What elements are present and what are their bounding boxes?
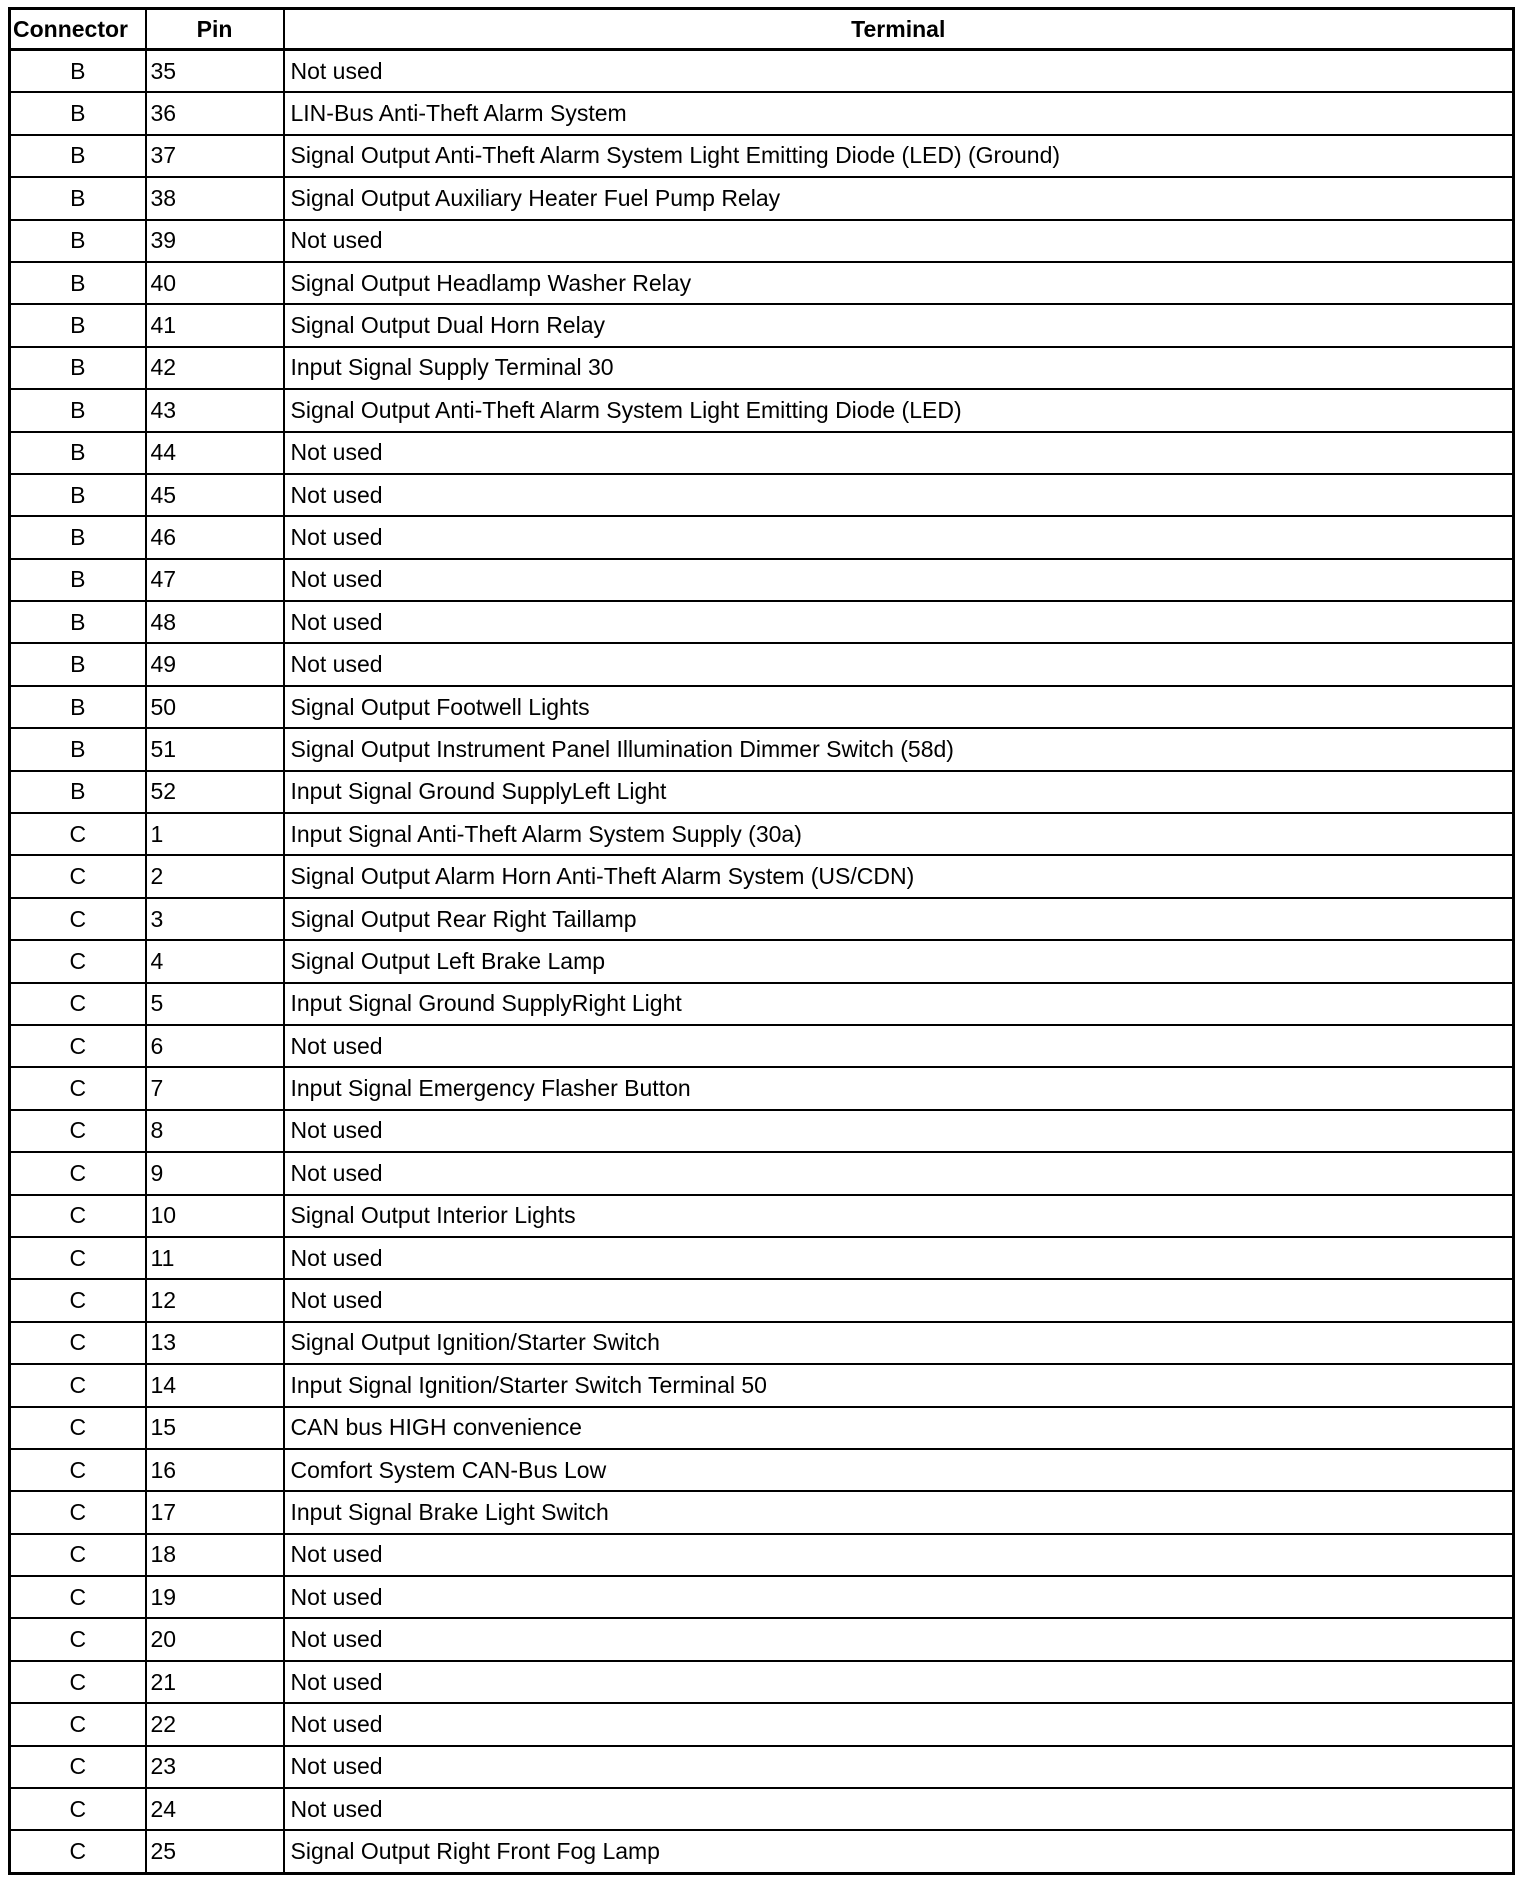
connector-cell: C [10, 855, 146, 897]
connector-cell: C [10, 813, 146, 855]
terminal-cell: Input Signal Anti-Theft Alarm System Supply (30a) [284, 813, 1514, 855]
terminal-cell: Not used [284, 516, 1514, 558]
terminal-cell: Signal Output Instrument Panel Illumination Dimmer Switch (58d) [284, 728, 1514, 770]
table-row [10, 1449, 1514, 1491]
connector-cell: C [10, 1788, 146, 1830]
header-row [10, 9, 1514, 50]
terminal-cell: Not used [284, 432, 1514, 474]
terminal-cell: Not used [284, 1661, 1514, 1703]
terminal-cell: Signal Output Dual Horn Relay [284, 304, 1514, 346]
terminal-cell: Not used [284, 1746, 1514, 1788]
connector-cell: B [10, 92, 146, 134]
pin-cell: 15 [146, 1407, 284, 1449]
pin-cell: 18 [146, 1534, 284, 1576]
connector-cell: C [10, 1025, 146, 1067]
terminal-cell: CAN bus HIGH convenience [284, 1407, 1514, 1449]
connector-cell: B [10, 559, 146, 601]
table-row [10, 1407, 1514, 1449]
terminal-cell: Not used [284, 559, 1514, 601]
connector-cell: B [10, 474, 146, 516]
terminal-cell: Signal Output Auxiliary Heater Fuel Pump Relay [284, 177, 1514, 219]
table-body [10, 50, 1514, 1874]
connector-cell: C [10, 1279, 146, 1321]
connector-cell: C [10, 1661, 146, 1703]
terminal-cell: Not used [284, 1025, 1514, 1067]
connector-cell: C [10, 1364, 146, 1406]
table-row [10, 686, 1514, 728]
pin-cell: 36 [146, 92, 284, 134]
terminal-cell: Not used [284, 1703, 1514, 1745]
table-row [10, 50, 1514, 93]
terminal-cell: Not used [284, 1618, 1514, 1660]
table-row [10, 771, 1514, 813]
table-row [10, 177, 1514, 219]
terminal-cell: Not used [284, 474, 1514, 516]
terminal-cell: Signal Output Footwell Lights [284, 686, 1514, 728]
pin-cell: 24 [146, 1788, 284, 1830]
pin-cell: 20 [146, 1618, 284, 1660]
pin-cell: 51 [146, 728, 284, 770]
connector-cell: C [10, 1534, 146, 1576]
table-row [10, 813, 1514, 855]
table-row [10, 432, 1514, 474]
table-row [10, 1618, 1514, 1660]
table-row [10, 1025, 1514, 1067]
connector-cell: B [10, 601, 146, 643]
table-row [10, 474, 1514, 516]
terminal-cell: Not used [284, 601, 1514, 643]
terminal-cell: Input Signal Ground SupplyRight Light [284, 983, 1514, 1025]
terminal-cell: Not used [284, 1534, 1514, 1576]
table-row [10, 1788, 1514, 1830]
connector-cell: B [10, 135, 146, 177]
connector-cell: B [10, 50, 146, 93]
connector-cell: C [10, 1110, 146, 1152]
pin-cell: 5 [146, 983, 284, 1025]
terminal-cell: Signal Output Interior Lights [284, 1195, 1514, 1237]
connector-cell: C [10, 1576, 146, 1618]
connector-cell: C [10, 1322, 146, 1364]
pin-cell: 40 [146, 262, 284, 304]
column-header-pin: Pin [146, 9, 284, 50]
terminal-cell: Not used [284, 1110, 1514, 1152]
table-row [10, 728, 1514, 770]
table-row [10, 898, 1514, 940]
connector-cell: B [10, 304, 146, 346]
table-row [10, 1110, 1514, 1152]
table-row [10, 643, 1514, 685]
pin-cell: 52 [146, 771, 284, 813]
pin-cell: 11 [146, 1237, 284, 1279]
terminal-cell: Input Signal Supply Terminal 30 [284, 347, 1514, 389]
table-row [10, 1067, 1514, 1109]
pin-cell: 46 [146, 516, 284, 558]
pin-cell: 2 [146, 855, 284, 897]
pin-cell: 42 [146, 347, 284, 389]
connector-cell: C [10, 1830, 146, 1873]
terminal-cell: Not used [284, 643, 1514, 685]
table-row [10, 516, 1514, 558]
connector-cell: C [10, 1746, 146, 1788]
terminal-cell: Comfort System CAN-Bus Low [284, 1449, 1514, 1491]
terminal-cell: Signal Output Right Front Fog Lamp [284, 1830, 1514, 1873]
pin-cell: 41 [146, 304, 284, 346]
table-row [10, 389, 1514, 431]
pin-cell: 14 [146, 1364, 284, 1406]
pin-cell: 7 [146, 1067, 284, 1109]
table-row [10, 347, 1514, 389]
column-header-connector: Connector [10, 9, 146, 50]
pin-cell: 50 [146, 686, 284, 728]
connector-cell: C [10, 1195, 146, 1237]
connector-cell: B [10, 516, 146, 558]
pin-cell: 19 [146, 1576, 284, 1618]
table-row [10, 983, 1514, 1025]
table-row [10, 1364, 1514, 1406]
terminal-cell: Not used [284, 1788, 1514, 1830]
connector-cell: C [10, 1449, 146, 1491]
table-row [10, 92, 1514, 134]
table-row [10, 559, 1514, 601]
pin-cell: 37 [146, 135, 284, 177]
terminal-cell: Signal Output Ignition/Starter Switch [284, 1322, 1514, 1364]
pin-cell: 44 [146, 432, 284, 474]
pin-cell: 48 [146, 601, 284, 643]
connector-cell: C [10, 1237, 146, 1279]
connector-cell: C [10, 983, 146, 1025]
table-row [10, 1491, 1514, 1533]
pin-cell: 3 [146, 898, 284, 940]
pin-cell: 16 [146, 1449, 284, 1491]
terminal-cell: Signal Output Anti-Theft Alarm System Light Emitting Diode (LED) (Ground) [284, 135, 1514, 177]
table-row [10, 855, 1514, 897]
pin-cell: 43 [146, 389, 284, 431]
pin-cell: 8 [146, 1110, 284, 1152]
connector-cell: B [10, 177, 146, 219]
table-row [10, 1534, 1514, 1576]
table-row [10, 220, 1514, 262]
pin-cell: 21 [146, 1661, 284, 1703]
pin-cell: 39 [146, 220, 284, 262]
terminal-cell: Not used [284, 50, 1514, 93]
connector-cell: C [10, 940, 146, 982]
connector-cell: C [10, 898, 146, 940]
terminal-cell: Signal Output Left Brake Lamp [284, 940, 1514, 982]
pin-cell: 6 [146, 1025, 284, 1067]
pin-cell: 4 [146, 940, 284, 982]
pin-cell: 35 [146, 50, 284, 93]
table-row [10, 1152, 1514, 1194]
terminal-cell: Not used [284, 1152, 1514, 1194]
terminal-cell: Input Signal Ignition/Starter Switch Terminal 50 [284, 1364, 1514, 1406]
pin-cell: 1 [146, 813, 284, 855]
pin-cell: 22 [146, 1703, 284, 1745]
terminal-cell: Not used [284, 1237, 1514, 1279]
table-row [10, 1576, 1514, 1618]
table-row [10, 940, 1514, 982]
pin-cell: 9 [146, 1152, 284, 1194]
terminal-cell: Signal Output Headlamp Washer Relay [284, 262, 1514, 304]
connector-cell: B [10, 643, 146, 685]
connector-cell: B [10, 432, 146, 474]
connector-cell: B [10, 728, 146, 770]
connector-cell: C [10, 1618, 146, 1660]
pin-cell: 25 [146, 1830, 284, 1873]
connector-cell: B [10, 771, 146, 813]
terminal-cell: Input Signal Emergency Flasher Button [284, 1067, 1514, 1109]
terminal-cell: Signal Output Alarm Horn Anti-Theft Alarm System (US/CDN) [284, 855, 1514, 897]
table-row [10, 1195, 1514, 1237]
column-header-terminal: Terminal [284, 9, 1514, 50]
table-row [10, 1237, 1514, 1279]
terminal-cell: LIN-Bus Anti-Theft Alarm System [284, 92, 1514, 134]
pin-cell: 23 [146, 1746, 284, 1788]
table-row [10, 1830, 1514, 1873]
connector-cell: B [10, 262, 146, 304]
pin-cell: 49 [146, 643, 284, 685]
pin-cell: 45 [146, 474, 284, 516]
pin-cell: 10 [146, 1195, 284, 1237]
connector-cell: B [10, 347, 146, 389]
terminal-cell: Not used [284, 220, 1514, 262]
connector-cell: C [10, 1152, 146, 1194]
pin-cell: 12 [146, 1279, 284, 1321]
table-row [10, 1746, 1514, 1788]
connector-cell: B [10, 686, 146, 728]
pinout-table-container [8, 7, 1512, 1875]
connector-cell: C [10, 1067, 146, 1109]
connector-cell: C [10, 1491, 146, 1533]
terminal-cell: Not used [284, 1279, 1514, 1321]
table-row [10, 1279, 1514, 1321]
terminal-cell: Input Signal Ground SupplyLeft Light [284, 771, 1514, 813]
connector-cell: C [10, 1703, 146, 1745]
table-row [10, 304, 1514, 346]
pinout-table [8, 7, 1515, 1875]
table-row [10, 1661, 1514, 1703]
terminal-cell: Signal Output Anti-Theft Alarm System Light Emitting Diode (LED) [284, 389, 1514, 431]
pin-cell: 17 [146, 1491, 284, 1533]
pin-cell: 47 [146, 559, 284, 601]
terminal-cell: Signal Output Rear Right Taillamp [284, 898, 1514, 940]
table-row [10, 262, 1514, 304]
terminal-cell: Not used [284, 1576, 1514, 1618]
connector-cell: C [10, 1407, 146, 1449]
table-header [10, 9, 1514, 50]
pin-cell: 13 [146, 1322, 284, 1364]
terminal-cell: Input Signal Brake Light Switch [284, 1491, 1514, 1533]
table-row [10, 135, 1514, 177]
table-row [10, 1703, 1514, 1745]
table-row [10, 601, 1514, 643]
pin-cell: 38 [146, 177, 284, 219]
connector-cell: B [10, 389, 146, 431]
table-row [10, 1322, 1514, 1364]
connector-cell: B [10, 220, 146, 262]
